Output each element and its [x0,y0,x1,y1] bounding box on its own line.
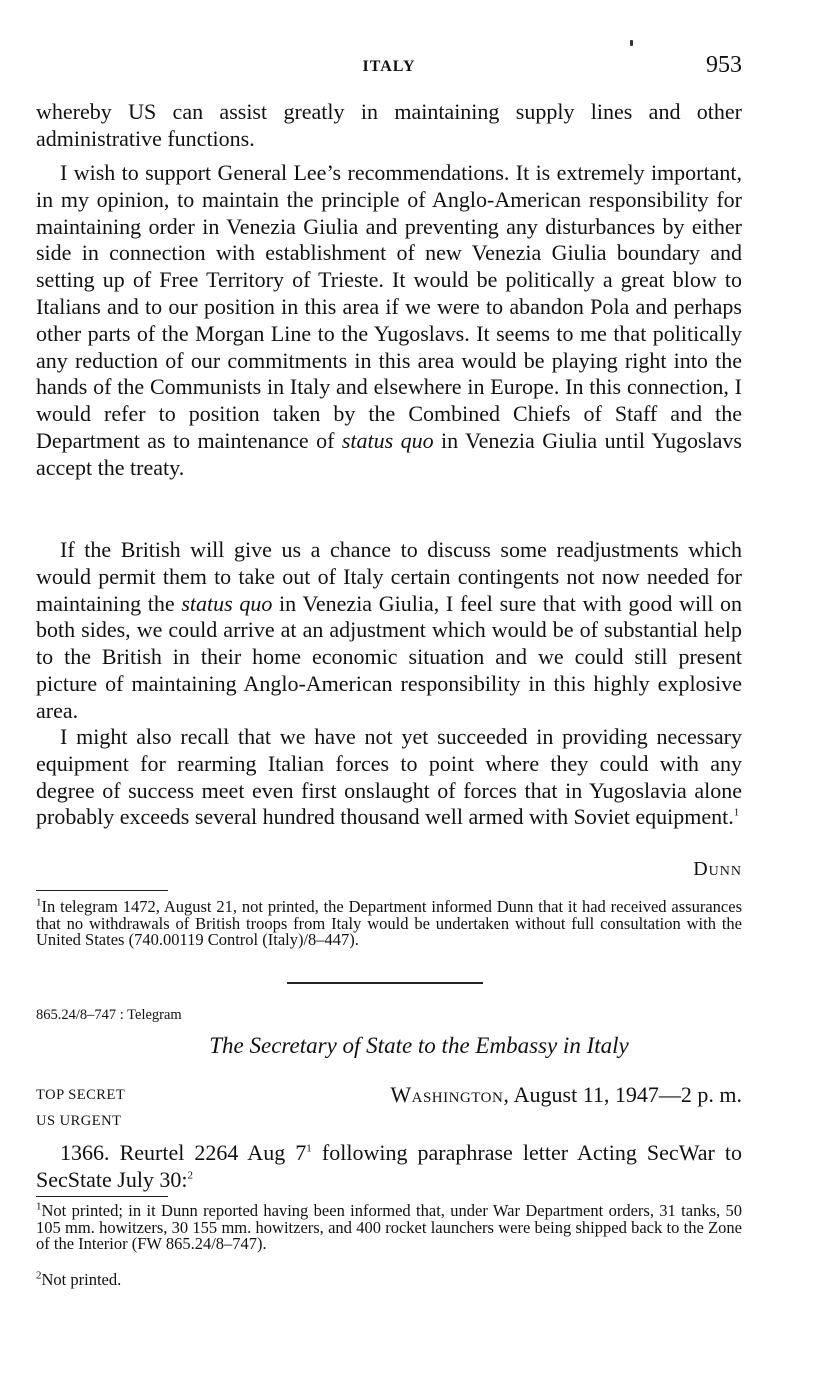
text-run: I might also recall that we have not yet succeeded in providing necessary equipment for rearming Italian forces to point where they could with any degree of success meet even first onslaught of forces that in Yugoslavia alone probably exceeds several hundred thousand well armed with Soviet equipment. [36,724,742,830]
file-reference: 865.24/8–747 : Telegram [36,1007,182,1023]
document-title: The Secretary of State to the Embassy in Italy [209,1033,629,1058]
footnote-3 [36,1269,742,1289]
text-run: in Venezia Giulia, I feel sure that with good will on both sides, we could arrive at an adjustment which would be of substantial help to the British in their home economic situation and we could still present picture of maintaining Anglo-American responsibility in this highly explosive area. [36,590,742,723]
running-head [36,52,742,82]
footnote-reference: 1 [306,1142,312,1155]
footnote-reference: 2 [187,1169,194,1182]
text-run: If the British will give us a chance to discuss some readjustments which would permit them to take out of Italy certain contingents not now needed for maintaining the [36,537,742,616]
footnote-reference: 1 [733,807,740,820]
footnote-marker: 1 [36,1200,42,1213]
print-speck [630,40,633,46]
text-run: I wish to support General Lee’s recommendations. It is extremely important, in my opinion, to maintain the principle of Anglo-American responsibility for maintaining order in Venezia Giulia and preventing any disturbances by either side in connection with establishment of new Venezia Giulia boundary and setting up of Free Territory of Trieste. It would be politically a great blow to Italians and to our position in this area if we were to abandon Pola and perhaps other parts of the Morgan Line to the Yugoslavs. It seems to me that politically any reduction of our commitments in this area would be playing right into the hands of the Communists in Italy and elsewhere in Europe. In this connection, I would refer to position taken by the Combined Chiefs of Staff and the Department as to maintenance of [36,160,742,453]
paragraph-continuation [36,99,742,153]
footnote-marker: 2 [36,1269,42,1282]
dateline-place: Washington, [390,1082,510,1107]
telegram-body [36,1140,742,1194]
footnote-text: In telegram 1472, August 21, not printed, the Department informed Dunn that it had received assurances that no withdrawals of British troops from Italy would be undertaken without full consultation with the United States (740.00119 Control (Italy)/8–447). [36,897,742,949]
running-title: ITALY [362,58,416,75]
footnote-rule [36,1196,168,1197]
italic-term: status quo [341,427,434,453]
footnote-text: Not printed. [41,1270,122,1289]
text-run: 1366. Reurtel 2264 Aug 7 [60,1140,307,1165]
paragraph-text [36,1140,742,1194]
classification-urgent: US URGENT [36,1113,122,1129]
italic-term: status quo [181,590,273,616]
footnote-marker: 1 [36,896,42,909]
paragraph-lee-recommendations [36,160,742,482]
footnote-text: Not printed; in it Dunn reported having been informed that, under War Department orders, 31 tanks, 50 105 mm. howitzers, 30 155 mm. howitzers, and 400 rocket launchers were being shipped back to the Zone of the Interior (FW 865.24/8–747). [36,1201,742,1253]
footnote-2 [36,1200,742,1253]
dateline [390,1082,742,1108]
section-divider [287,982,483,984]
text-run: following paraphrase letter Acting SecWar to SecState July 30: [36,1140,742,1192]
page-number: 953 [706,52,742,78]
text-run: in Venezia Giulia until Yugoslavs accept the treaty. [36,427,742,480]
paragraph-text [36,537,742,725]
paragraph-text [36,160,742,482]
signature: Dunn [693,858,742,880]
paragraph-text [36,724,742,831]
paragraph-british-readjustments [36,537,742,725]
classification-top-secret: TOP SECRET [36,1087,126,1103]
footnote-rule [36,890,168,891]
footnote-1 [36,896,742,949]
paragraph-text: whereby US can assist greatly in maintaining supply lines and other administrative functions. [36,99,742,151]
paragraph-rearming-forces [36,724,742,831]
dateline-date: August 11, 1947—2 p. m. [509,1082,742,1107]
